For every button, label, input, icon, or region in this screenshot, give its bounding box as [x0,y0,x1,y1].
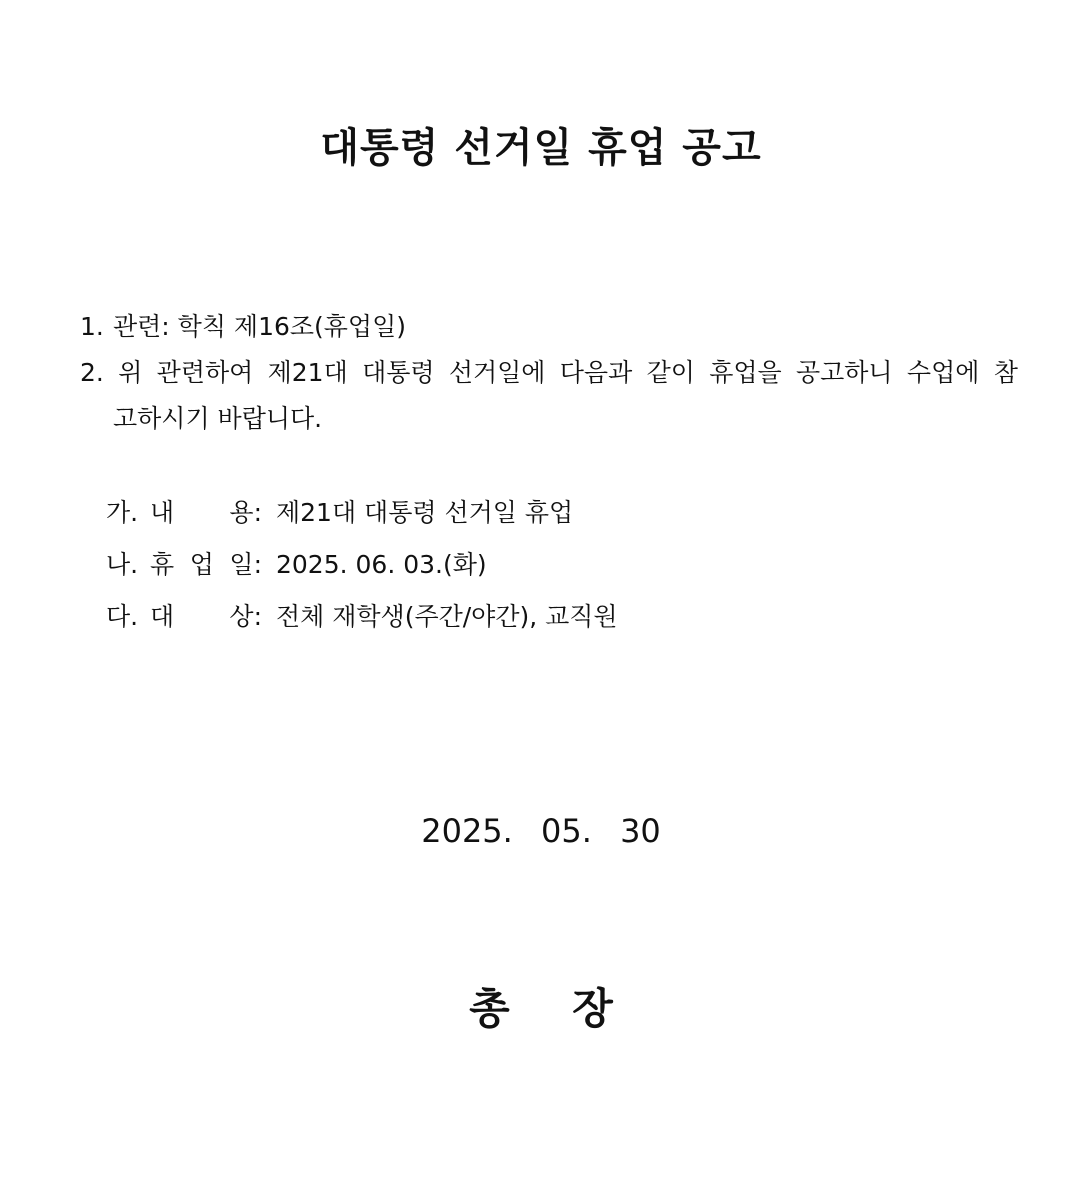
item-target [106,594,618,640]
paragraph-2 [80,350,1020,396]
paragraph-word: 관련하여 [156,358,254,387]
item-content [106,490,573,536]
paragraph-word: 수업에 [906,358,980,387]
item-key-char: 상 [229,602,254,631]
item-colon: : [253,602,262,631]
item-colon: : [253,550,262,579]
document-title: 대통령 선거일 휴업 공고 [320,125,762,171]
item-key-char: 휴 [150,550,175,579]
item-value: 제21대 대통령 선거일 휴업 [276,498,574,527]
item-label: 가. [106,498,139,527]
item-key-char: 대 [150,602,175,631]
item-label: 나. [106,550,139,579]
paragraph-2-line-1 [80,350,1018,396]
item-colon: : [253,498,262,527]
paragraph-word: 휴업을 [709,358,782,387]
item-key-char: 일 [229,550,254,579]
item-key [150,490,262,536]
paragraph-word: 위 [118,358,143,387]
document-date: 2025. 05. 30 [421,812,661,850]
paragraph-number: 2. [80,358,104,387]
item-key-end [229,490,262,536]
item-key-end [229,542,262,588]
paragraph-1 [80,304,1020,350]
item-key [150,542,262,588]
paragraph-2-line-2: 고하시기 바랍니다. [113,404,323,433]
item-label: 다. [106,602,139,631]
item-value: 전체 재학생(주간/야간), 교직원 [276,602,618,631]
paragraph-number: 1. [80,312,104,341]
item-value: 2025. 06. 03.(화) [276,550,487,579]
item-key-char: 내 [150,498,175,527]
paragraph-word: 제21대 [267,358,348,387]
paragraph-text: 관련: 학칙 제16조(휴업일) [113,312,406,341]
paragraph-word: 참 [993,358,1018,387]
paragraph-word: 대통령 [362,358,435,387]
item-key-char: 업 [189,550,214,579]
item-key-char: 용 [229,498,254,527]
item-key-end [229,594,262,640]
signature: 총 장 [469,984,613,1033]
item-key [150,594,262,640]
paragraph-word: 선거일에 [448,358,546,387]
item-date [106,542,487,588]
paragraph-word: 다음과 [559,358,633,387]
paragraph-word: 같이 [646,358,695,387]
paragraph-word: 공고하니 [795,358,893,387]
